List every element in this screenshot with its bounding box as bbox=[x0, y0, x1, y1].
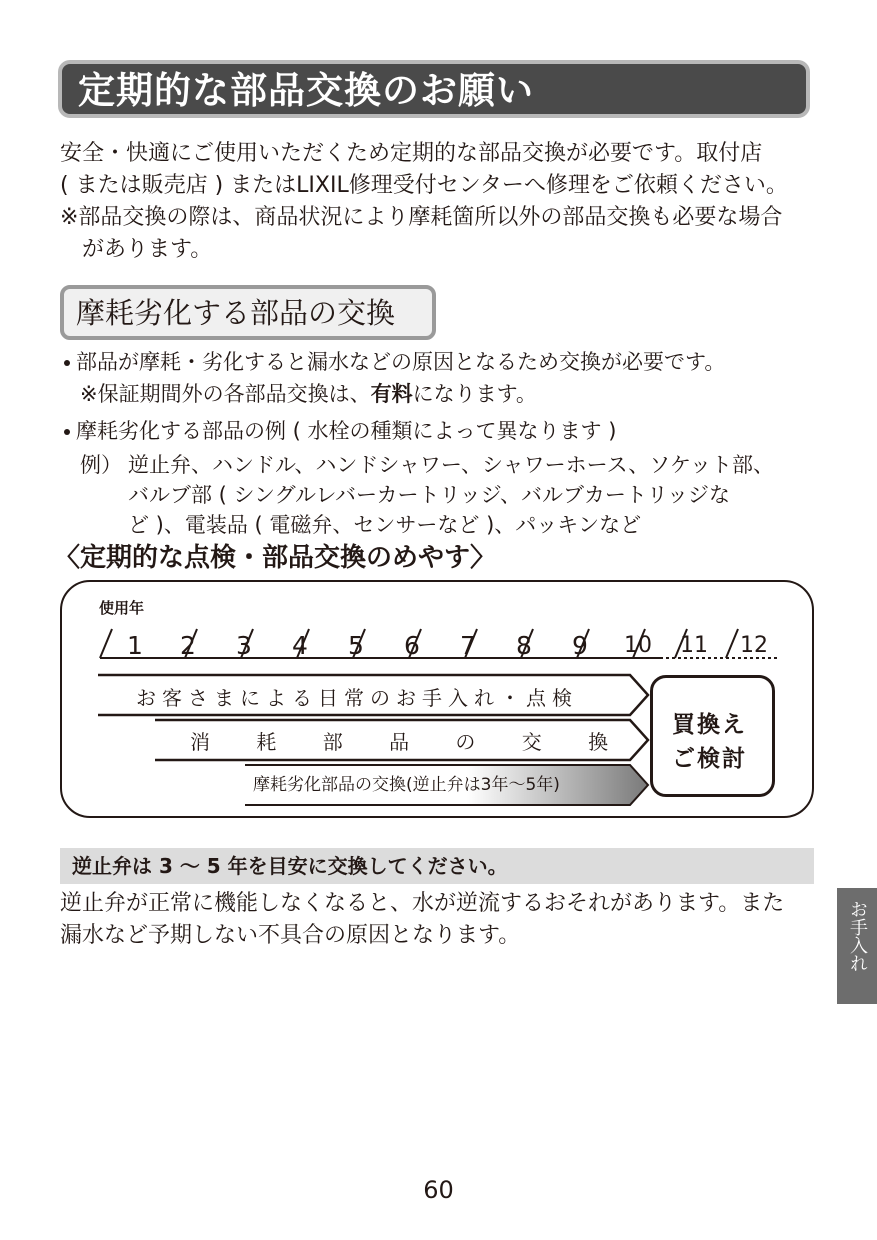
year-11: 11 bbox=[680, 633, 708, 658]
notice-line-1: 逆止弁が正常に機能しなくなると、水が逆流するおそれがあります。また bbox=[60, 891, 785, 916]
intro-line-1: 安全・快適にご使用いただくため定期的な部品交換が必要です。取付店 bbox=[60, 141, 763, 166]
year-8: 8 bbox=[516, 631, 532, 660]
arrow-consumables-label: 消 耗 部 品 の 交 換 bbox=[190, 730, 629, 754]
year-slash bbox=[726, 629, 738, 658]
year-slash bbox=[100, 629, 112, 658]
example-label: 例） bbox=[80, 453, 122, 477]
bullet-2-text: 摩耗劣化する部品の例 ( 水栓の種類によって異なります ) bbox=[76, 419, 617, 443]
bullet-dot bbox=[64, 360, 70, 366]
years-label: 使用年 bbox=[99, 599, 145, 617]
side-tab-label: お手入れ bbox=[847, 900, 868, 972]
notice-heading: 逆止弁は 3 ～ 5 年を目安に交換してください。 bbox=[72, 854, 508, 878]
guide-title: 〈定期的な点検・部品交換のめやす〉 bbox=[54, 543, 497, 573]
year-12: 12 bbox=[740, 633, 768, 658]
intro-note-line-1: ※部品交換の際は、商品状況により摩耗箇所以外の部品交換も必要な場合 bbox=[60, 205, 783, 230]
bullet-1 bbox=[64, 347, 725, 377]
year-5: 5 bbox=[348, 631, 364, 660]
example-line-1: 逆止弁、ハンドル、ハンドシャワー、シャワーホース、ソケット部、 bbox=[128, 453, 774, 477]
year-9: 9 bbox=[572, 631, 588, 660]
replacement-line-1: 買換え bbox=[672, 712, 747, 738]
page-number: 60 bbox=[423, 1176, 454, 1204]
year-2: 2 bbox=[180, 631, 196, 660]
intro-line-2: ( または販売店 ) またはLIXIL修理受付センターへ修理をご依頼ください。 bbox=[60, 173, 788, 198]
year-10: 10 bbox=[624, 633, 652, 658]
year-1: 1 bbox=[127, 631, 143, 660]
bullet-1-note-post: になります。 bbox=[412, 382, 537, 406]
section-heading: 摩耗劣化する部品の交換 bbox=[76, 296, 396, 330]
bullet-1-note bbox=[80, 379, 537, 409]
example-line-3: ど )、電装品 ( 電磁弁、センサーなど )、パッキンなど bbox=[128, 513, 642, 537]
replacement-line-2: ご検討 bbox=[672, 746, 747, 772]
year-7: 7 bbox=[460, 631, 476, 660]
intro-note-line-2: があります。 bbox=[82, 237, 213, 262]
bullet-dot bbox=[64, 429, 70, 435]
arrow-daily-care-label: お客さまによる日常のお手入れ・点検 bbox=[136, 686, 578, 710]
page-title: 定期的な部品交換のお願い bbox=[78, 69, 534, 112]
notice-line-2: 漏水など予期しない不具合の原因となります。 bbox=[60, 923, 521, 948]
bullet-1-note-pre: ※保証期間外の各部品交換は、 bbox=[80, 382, 371, 406]
year-3: 3 bbox=[236, 631, 252, 660]
example-line-2: バルブ部 ( シングルレバーカートリッジ、バルブカートリッジな bbox=[128, 483, 730, 507]
bullet-1-text: 部品が摩耗・劣化すると漏水などの原因となるため交換が必要です。 bbox=[76, 350, 726, 374]
arrow-worn-parts-label: 摩耗劣化部品の交換(逆止弁は3年～5年) bbox=[253, 775, 560, 795]
bullet-2 bbox=[64, 416, 616, 446]
year-6: 6 bbox=[404, 631, 420, 660]
year-4: 4 bbox=[292, 631, 308, 660]
bullet-1-note-bold: 有料 bbox=[370, 382, 413, 406]
